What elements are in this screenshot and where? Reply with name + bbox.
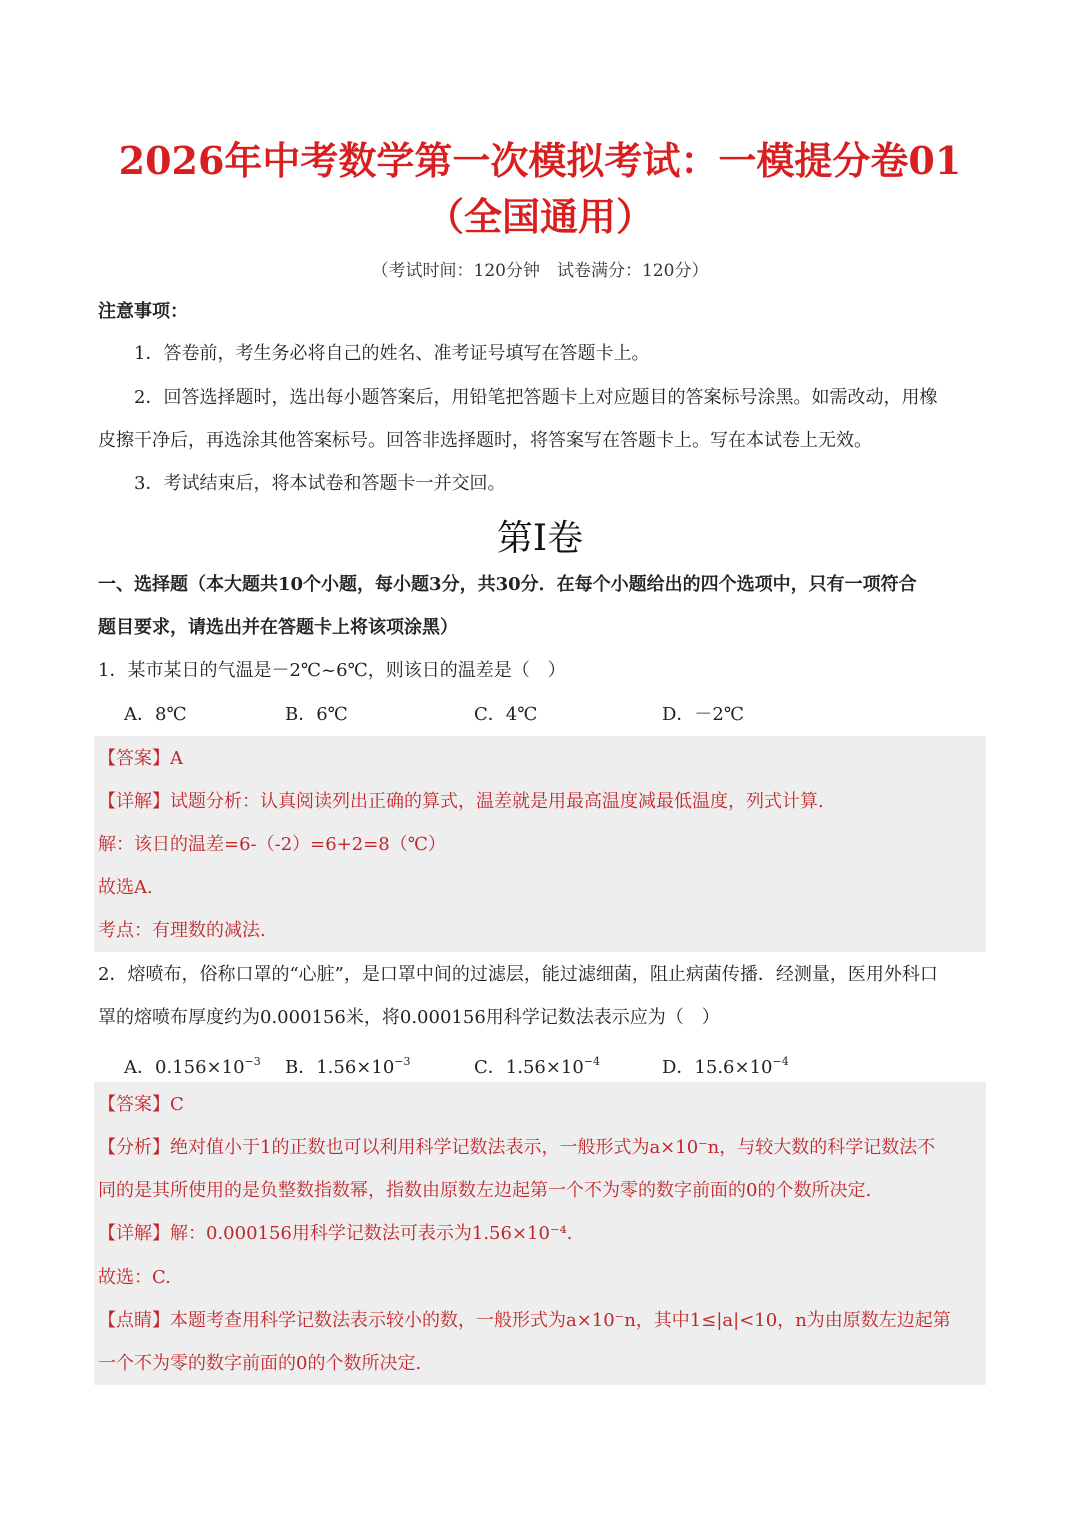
note-item-2-line2: 皮擦干净后，再选涂其他答案标号。回答非选择题时，将答案写在答题卡上。写在本试卷上无效。 bbox=[98, 430, 872, 451]
exam-title: 2026年中考数学第一次模拟考试：一模提分卷01 bbox=[118, 138, 962, 183]
q2-option-b bbox=[285, 1049, 411, 1081]
part1-heading-line1: 一、选择题（本大题共10个小题，每小题3分，共30分．在每个小题给出的四个选项中，只有一项符合 bbox=[98, 574, 917, 595]
q2-option-a-exponent: −3 bbox=[244, 1055, 261, 1068]
q1-point: 考点：有理数的减法. bbox=[98, 920, 266, 941]
q2-option-c-exponent: −4 bbox=[583, 1055, 601, 1068]
q2-option-a bbox=[124, 1049, 261, 1081]
q2-option-d-exponent: −4 bbox=[772, 1055, 789, 1068]
q2-option-b-label: B．1.56×10 bbox=[285, 1057, 395, 1078]
q1-choice: 故选A. bbox=[98, 877, 153, 898]
q2-option-d bbox=[662, 1049, 789, 1081]
q2-analysis-line1: 【分析】绝对值小于1的正数也可以利用科学记数法表示，一般形式为a×10⁻n，与较大数的科学记数法不 bbox=[98, 1137, 936, 1158]
exam-subtitle: （全国通用） bbox=[425, 194, 654, 239]
q2-option-d-label: D．15.6×10 bbox=[662, 1057, 773, 1078]
q2-stem-line1: 2．熔喷布，俗称口罩的“心脏”，是口罩中间的过滤层，能过滤细菌，阻止病菌传播．经测量，医用外科口 bbox=[98, 964, 938, 985]
part1-heading-line2: 题目要求，请选出并在答题卡上将该项涂黑） bbox=[98, 617, 458, 638]
q2-detail: 【详解】解：0.000156用科学记数法可表示为1.56×10⁻⁴. bbox=[98, 1223, 573, 1244]
exam-info: （考试时间：120分钟 试卷满分：120分） bbox=[371, 261, 709, 281]
q1-option-c: C．4℃ bbox=[474, 704, 538, 725]
note-item-1: 1．答卷前，考生务必将自己的姓名、准考证号填写在答题卡上。 bbox=[134, 343, 650, 364]
q2-option-a-label: A．0.156×10 bbox=[124, 1057, 245, 1078]
section-title: 第I卷 bbox=[496, 518, 584, 559]
q1-option-d: D．－2℃ bbox=[662, 704, 745, 725]
q2-analysis-line2: 同的是其所使用的是负整数指数幂，指数由原数左边起第一个不为零的数字前面的0的个数所决定. bbox=[98, 1180, 872, 1201]
q1-stem: 1．某市某日的气温是－2℃~6℃，则该日的温差是（ ） bbox=[98, 660, 566, 681]
q2-comment-line2: 一个不为零的数字前面的0的个数所决定. bbox=[98, 1353, 422, 1374]
q2-option-b-exponent: −3 bbox=[394, 1055, 411, 1068]
q2-option-c-label: C．1.56×10 bbox=[474, 1057, 584, 1078]
note-item-3: 3．考试结束后，将本试卷和答题卡一并交回。 bbox=[134, 473, 506, 494]
q2-option-c bbox=[474, 1049, 600, 1081]
q2-stem-line2: 罩的熔喷布厚度约为0.000156米，将0.000156用科学记数法表示应为（ ） bbox=[98, 1007, 720, 1028]
q2-comment-line1: 【点睛】本题考查用科学记数法表示较小的数，一般形式为a×10⁻n，其中1≤|a|<10，n为由原数左边起第 bbox=[98, 1310, 951, 1331]
note-item-2-line1: 2．回答选择题时，选出每小题答案后，用铅笔把答题卡上对应题目的答案标号涂黑。如需改动，用橡 bbox=[134, 387, 938, 408]
q2-answer: 【答案】C bbox=[98, 1094, 184, 1115]
q1-option-b: B．6℃ bbox=[285, 704, 348, 725]
q1-solution: 解：该日的温差=6-（-2）=6+2=8（℃） bbox=[98, 834, 446, 855]
q1-detail: 【详解】试题分析：认真阅读列出正确的算式，温差就是用最高温度减最低温度，列式计算. bbox=[98, 791, 824, 812]
q1-answer: 【答案】A bbox=[98, 748, 183, 769]
notes-heading: 注意事项： bbox=[98, 301, 188, 322]
q2-choice: 故选：C. bbox=[98, 1267, 171, 1288]
q1-option-a: A．8℃ bbox=[124, 704, 187, 725]
